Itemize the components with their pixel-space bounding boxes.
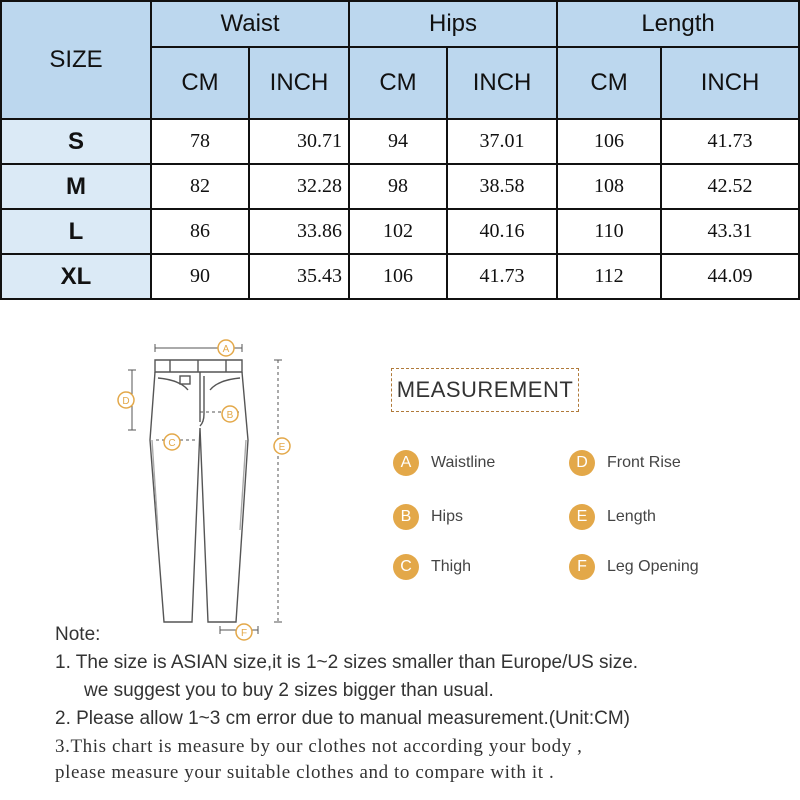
table-cell: 90	[151, 254, 249, 299]
group-header-length: Length	[557, 1, 799, 47]
table-cell: 33.86	[249, 209, 349, 254]
marker-f	[236, 624, 252, 640]
table-row	[1, 164, 799, 209]
group-header-waist: Waist	[151, 1, 349, 47]
marker-d	[118, 392, 134, 408]
table-row	[1, 209, 799, 254]
table-cell: 38.58	[447, 164, 557, 209]
table-cell: 110	[557, 209, 661, 254]
table-cell: 82	[151, 164, 249, 209]
note-line-1: 1. The size is ASIAN size,it is 1~2 sizes smaller than Europe/US size.	[55, 652, 639, 673]
note-line-3b: please measure your suitable clothes and to compare with it .	[55, 762, 555, 783]
table-cell: 86	[151, 209, 249, 254]
table-cell: 35.43	[249, 254, 349, 299]
table-cell: 43.31	[661, 209, 799, 254]
table-cell: 112	[557, 254, 661, 299]
marker-letter: D	[122, 396, 130, 407]
marker-letter: A	[222, 344, 230, 355]
measurement-title: MEASUREMENT	[391, 368, 579, 412]
legend-item-leg-opening	[569, 554, 699, 580]
marker-letter: F	[240, 628, 248, 639]
marker-a	[218, 340, 234, 356]
table-cell: 108	[557, 164, 661, 209]
marker-letter: E	[278, 442, 286, 453]
table-cell: 44.09	[661, 254, 799, 299]
note-heading: Note:	[55, 624, 101, 645]
group-header-hips: Hips	[349, 1, 557, 47]
legend-badge: A	[393, 450, 419, 476]
table-row	[1, 119, 799, 164]
table-cell: 37.01	[447, 119, 557, 164]
pants-outline-icon	[100, 330, 310, 650]
legend-label: Leg Opening	[607, 558, 699, 575]
legend-item-hips	[393, 504, 463, 530]
legend-item-thigh	[393, 554, 471, 580]
size-chart-table	[0, 0, 800, 300]
table-cell: 41.73	[661, 119, 799, 164]
size-label: XL	[1, 254, 151, 299]
table-cell: 41.73	[447, 254, 557, 299]
table-cell: 98	[349, 164, 447, 209]
table-cell: 102	[349, 209, 447, 254]
table-cell: 106	[349, 254, 447, 299]
table-cell: 78	[151, 119, 249, 164]
legend-badge: B	[393, 504, 419, 530]
table-cell: 30.71	[249, 119, 349, 164]
unit-header: INCH	[661, 47, 799, 119]
unit-header: CM	[557, 47, 661, 119]
table-cell: 42.52	[661, 164, 799, 209]
table-cell: 40.16	[447, 209, 557, 254]
legend-item-front-rise	[569, 450, 681, 476]
legend-label: Thigh	[431, 558, 472, 575]
table-cell: 32.28	[249, 164, 349, 209]
marker-letter: B	[226, 410, 234, 421]
unit-header: CM	[349, 47, 447, 119]
note-line-1b: we suggest you to buy 2 sizes bigger than usual.	[84, 680, 494, 701]
note-line-2: 2. Please allow 1~3 cm error due to manual measurement.(Unit:CM)	[55, 708, 630, 729]
unit-header: CM	[151, 47, 249, 119]
legend-badge: E	[569, 504, 595, 530]
unit-header: INCH	[447, 47, 557, 119]
note-line-3: 3.This chart is measure by our clothes not according your body ,	[55, 736, 583, 757]
legend-badge: D	[569, 450, 595, 476]
legend-badge: F	[569, 554, 595, 580]
legend-label: Front Rise	[607, 454, 681, 471]
table-cell: 106	[557, 119, 661, 164]
size-label: M	[1, 164, 151, 209]
size-label: S	[1, 119, 151, 164]
marker-e	[274, 438, 290, 454]
marker-c	[164, 434, 180, 450]
legend-item-length	[569, 504, 656, 530]
size-label: L	[1, 209, 151, 254]
table-cell: 94	[349, 119, 447, 164]
marker-b	[222, 406, 238, 422]
marker-letter: C	[168, 438, 176, 449]
legend-label: Waistline	[431, 454, 496, 471]
size-header: SIZE	[1, 1, 151, 119]
legend-item-waistline	[393, 450, 495, 476]
legend-label: Hips	[431, 508, 464, 525]
legend-label: Length	[607, 508, 656, 525]
table-row	[1, 254, 799, 299]
unit-header: INCH	[249, 47, 349, 119]
legend-badge: C	[393, 554, 419, 580]
